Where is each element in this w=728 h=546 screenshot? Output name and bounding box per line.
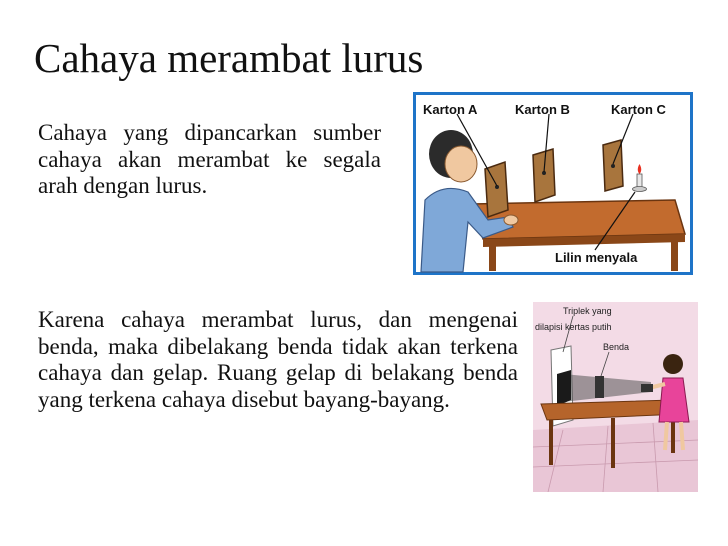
slide-title: Cahaya merambat lurus	[34, 35, 424, 81]
label-karton-a: Karton A	[423, 102, 478, 117]
candle	[637, 174, 642, 188]
label-object: Benda	[603, 342, 630, 352]
label-candle: Lilin menyala	[555, 250, 638, 265]
label-screen-line2: dilapisi kertas putih	[535, 322, 612, 332]
cardboard-experiment-illustration	[413, 92, 693, 275]
flashlight	[641, 384, 653, 392]
label-screen-line1: Triplek yang	[563, 306, 612, 316]
shadow-experiment-illustration	[533, 302, 698, 492]
girl-head	[663, 354, 683, 374]
table-leg	[489, 246, 496, 271]
boy-face	[445, 146, 477, 182]
boy-hand	[504, 215, 518, 225]
paragraph-shadow: Karena cahaya merambat lurus, dan mengenai benda, maka dibelakang benda tidak akan terkena cahaya dan gelap. Ruang gelap di belakang benda yang terkena cahaya disebut bayang-bayang.	[38, 307, 518, 412]
label-karton-b: Karton B	[515, 102, 570, 117]
paragraph-light-emission: Cahaya yang dipancarkan sumber cahaya akan merambat ke segala arah dengan lurus.	[38, 120, 381, 198]
karton-b	[533, 149, 555, 202]
object-block	[595, 376, 604, 398]
table-leg	[671, 241, 678, 271]
shadow	[557, 370, 571, 406]
label-karton-c: Karton C	[611, 102, 666, 117]
